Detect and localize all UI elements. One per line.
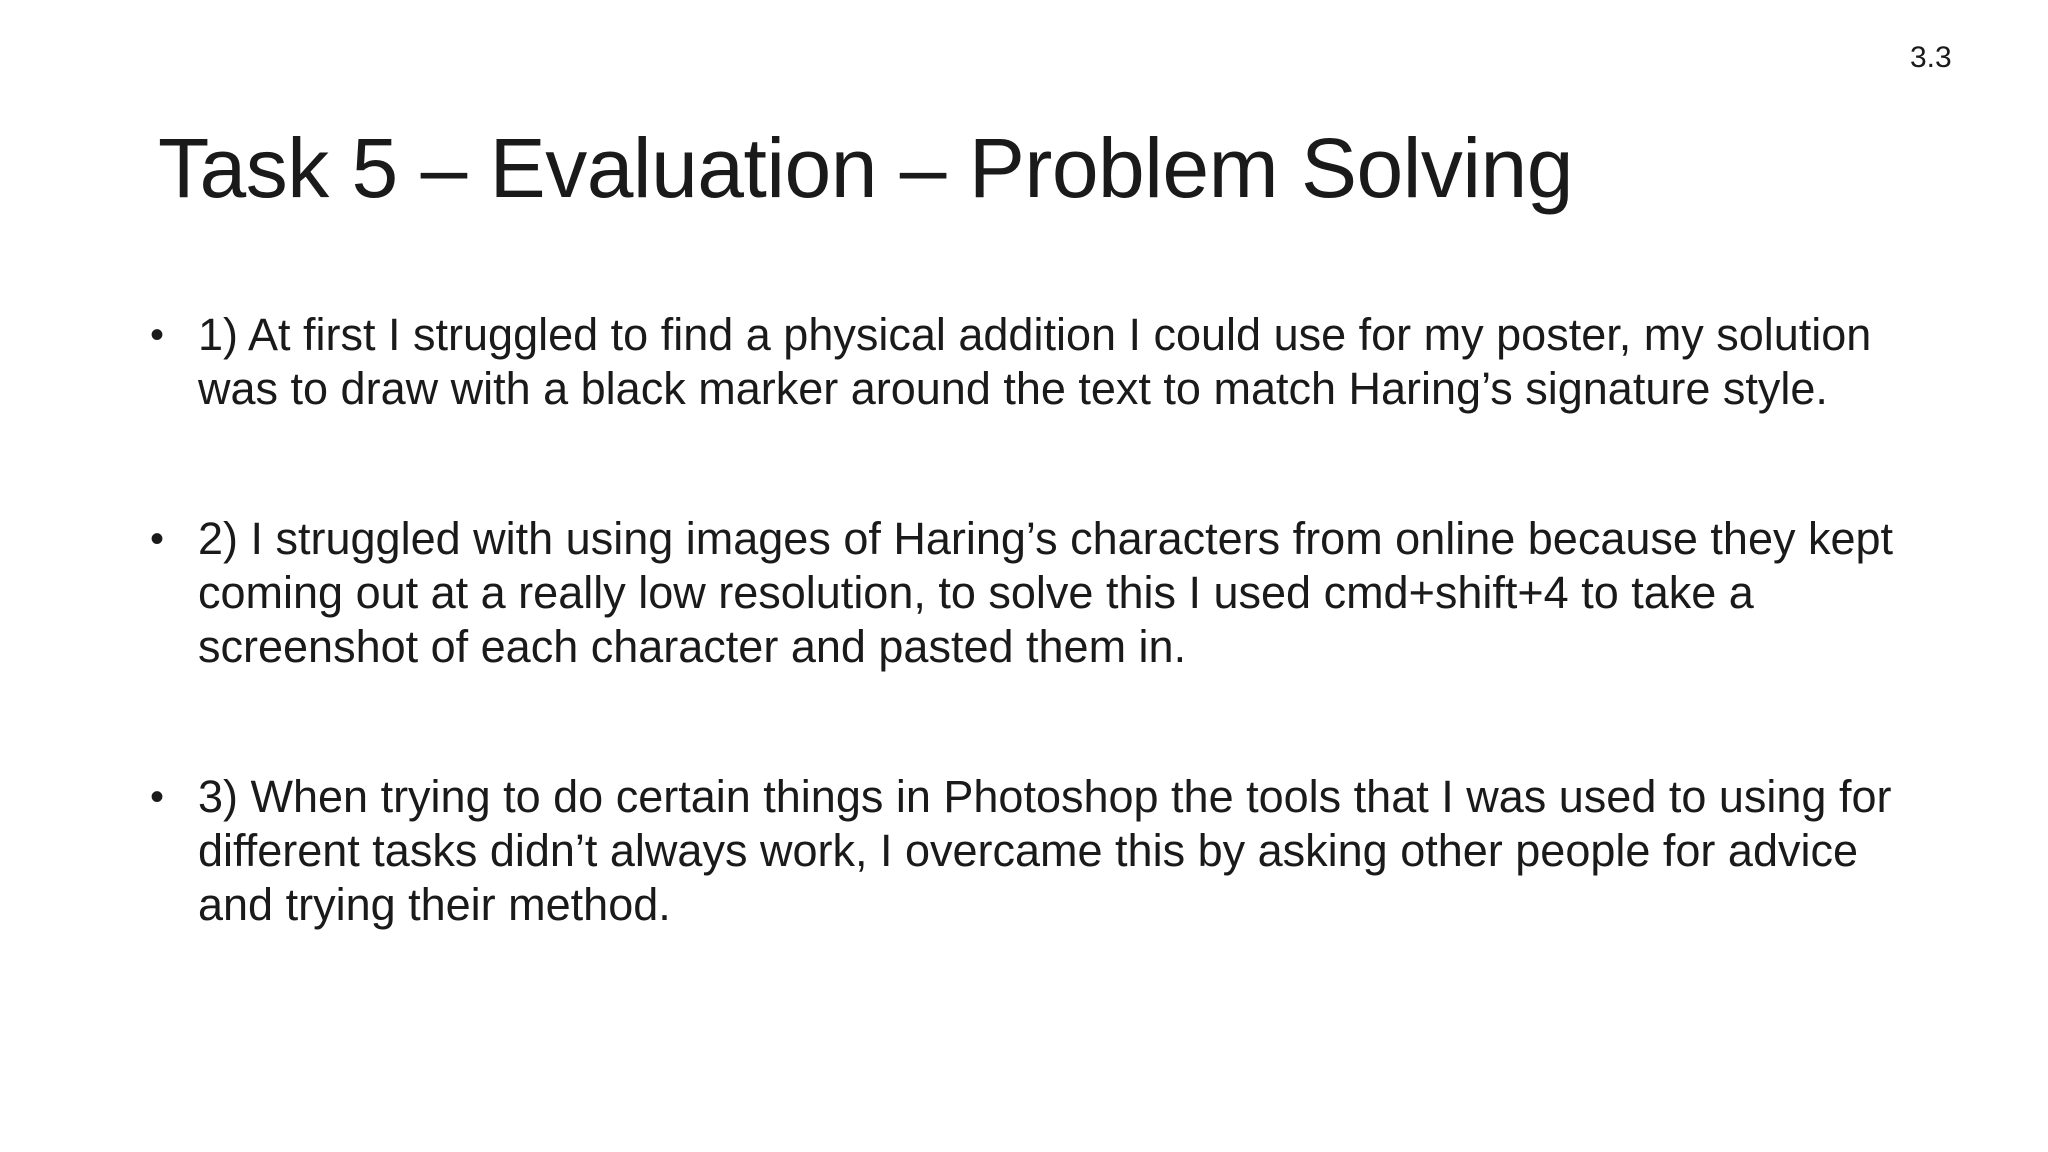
- slide-number: 3.3: [1910, 41, 1952, 74]
- bullet-item: [150, 770, 1910, 932]
- bullet-list: [150, 308, 1910, 1028]
- bullet-text: • 1) At first I struggled to find a physical addition I could use for my poster, my solution was to draw with a black marker around the text to match Haring’s signature style.: [198, 309, 1872, 414]
- bullet-text: • 2) I struggled with using images of Haring’s characters from online because they kept coming out at a really low resolution, to solve this I used cmd+shift+4 to take a screenshot of each character and pasted them in.: [198, 513, 1894, 672]
- bullet-item: [150, 308, 1910, 416]
- bullet-item: [150, 512, 1910, 674]
- slide-title: Task 5 – Evaluation – Problem Solving: [158, 121, 1573, 215]
- bullet-text: • 3) When trying to do certain things in Photoshop the tools that I was used to using for different tasks didn’t always work, I overcame this by asking other people for advice and trying their method.: [198, 771, 1892, 930]
